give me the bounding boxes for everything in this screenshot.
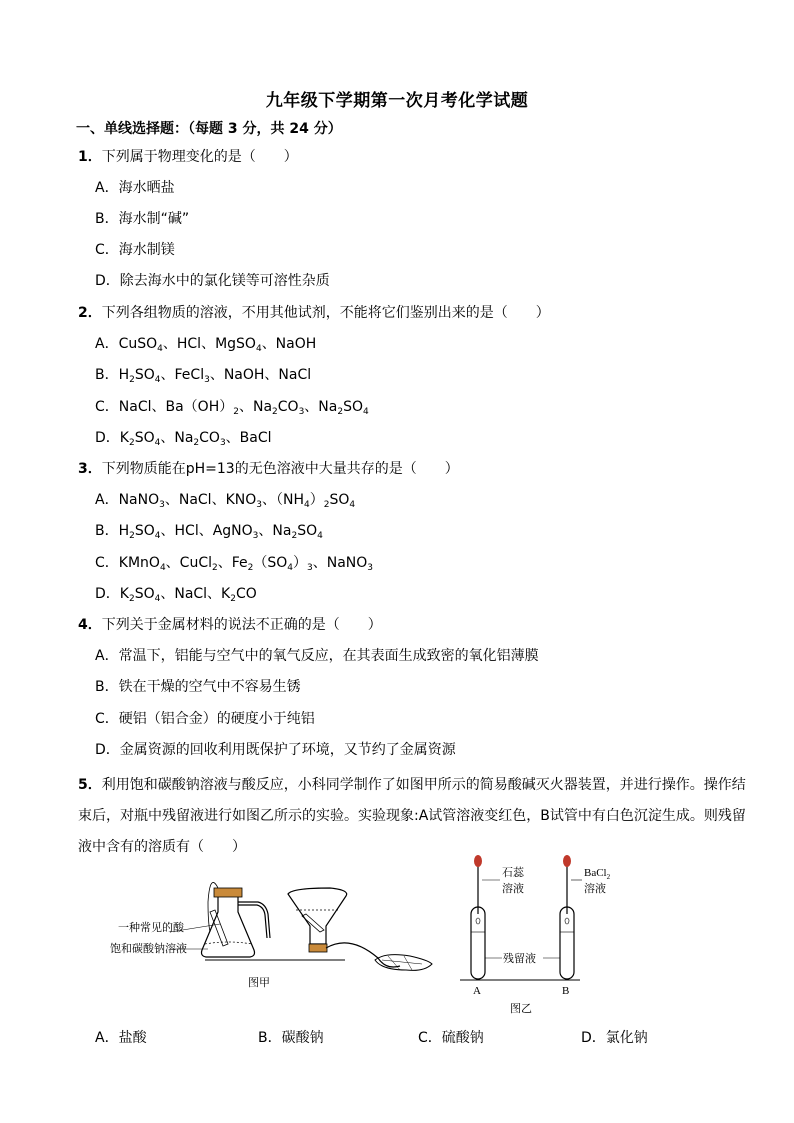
inverted-flask — [288, 888, 432, 970]
question-number: 5． — [78, 777, 102, 793]
label-litmus-2: 溶液 — [502, 883, 524, 895]
question-text: 下列各组物质的溶液，不用其他试剂，不能将它们鉴别出来的是（ ） — [101, 305, 550, 321]
question-3 — [78, 458, 459, 478]
q2-option-b: B．$H_2SO_4$、FeCl$_3$、NaOH、NaCl — [95, 367, 312, 385]
q3-option-d: D．$K_2SO_4$、NaCl、$K_2CO$ — [95, 586, 257, 604]
question-text: 下列物质能在pH=13的无色溶液中大量共存的是（ ） — [101, 461, 459, 477]
question-4 — [78, 614, 382, 634]
question-text: 利用饱和碳酸钠溶液与酸反应，小科同学制作了如图甲所示的简易酸碱灭火器装置，并进行操作。操作结束后，对瓶中残留液进行如图乙所示的实验。实验现象:A试管溶液变红色，B试管中有白色沉淀生成。则残留液中含有的溶质有（ ） — [78, 777, 746, 855]
q2-option-a: A．CuSO$_4$、HCl、MgSO$_4$、NaOH — [95, 336, 317, 354]
question-number: 2． — [78, 305, 102, 321]
test-tube-b — [543, 855, 582, 979]
q4-option-d: D．金属资源的回收利用既保护了环境，又节约了金属资源 — [95, 742, 456, 758]
label-bacl2: BaCl$_2$ — [584, 867, 611, 881]
question-2 — [78, 302, 550, 322]
q5-option-a: A．盐酸 — [95, 1030, 147, 1046]
question-1 — [78, 146, 298, 166]
q1-option-d: D．除去海水中的氯化镁等可溶性杂质 — [95, 273, 330, 289]
q4-option-a: A．常温下，铝能与空气中的氧气反应，在其表面生成致密的氧化铝薄膜 — [95, 648, 539, 664]
label-residue: 残留液 — [503, 953, 536, 965]
label-bacl2-solution: 溶液 — [584, 883, 606, 895]
question-number: 1． — [78, 149, 102, 165]
label-tube-a: A — [473, 985, 481, 997]
q5-option-b: B．碳酸钠 — [258, 1030, 324, 1046]
q2-option-c: C．NaCl、$Ba(OH)_2$、$Na_2CO_3$、$Na_2SO_4$ — [95, 399, 369, 417]
q5-option-c: C．硫酸钠 — [418, 1030, 484, 1046]
caption-yi: 图乙 — [510, 1003, 532, 1015]
label-solution: 饱和碳酸钠溶液 — [110, 943, 187, 955]
q3-option-a: A．NaNO$_3$、NaCl、$KNO_3$、$(NH_4)_2SO_4$ — [95, 492, 356, 510]
label-litmus-1: 石蕊 — [502, 867, 524, 879]
q4-option-c: C．硬铝（铝合金）的硬度小于纯铝 — [95, 711, 315, 727]
q1-option-c: C．海水制镁 — [95, 242, 175, 258]
test-tube-a — [471, 855, 502, 979]
q1-option-a: A．海水晒盐 — [95, 180, 175, 196]
experiment-figure — [110, 852, 611, 1022]
page-title: 九年级下学期第一次月考化学试题 — [265, 91, 529, 111]
q3-option-b: B．$H_2SO_4$、HCl、AgNO$_3$、$Na_2SO_4$ — [95, 523, 323, 541]
q3-option-c: C．KMnO$_4$、CuCl$_2$、$Fe_2(SO_4)_3$、NaNO$_3$ — [95, 555, 374, 573]
question-text: 下列属于物理变化的是（ ） — [101, 149, 298, 165]
q5-option-d: D．氯化钠 — [581, 1030, 648, 1046]
q4-option-b: B．铁在干燥的空气中不容易生锈 — [95, 679, 301, 695]
question-number: 4． — [78, 617, 102, 633]
q2-option-d: D．$K_2SO_4$、$Na_2CO_3$、BaCl — [95, 430, 272, 448]
question-text: 下列关于金属材料的说法不正确的是（ ） — [101, 617, 382, 633]
question-number: 3． — [78, 461, 102, 477]
question-5 — [78, 770, 746, 863]
q1-option-b: B．海水制“碱” — [95, 211, 190, 227]
caption-jia: 图甲 — [248, 977, 270, 989]
label-acid: 一种常见的酸 — [118, 922, 184, 934]
section-heading: 一、单线选择题：（每题 3 分，共 24 分） — [76, 121, 342, 137]
label-tube-b: B — [562, 985, 570, 997]
